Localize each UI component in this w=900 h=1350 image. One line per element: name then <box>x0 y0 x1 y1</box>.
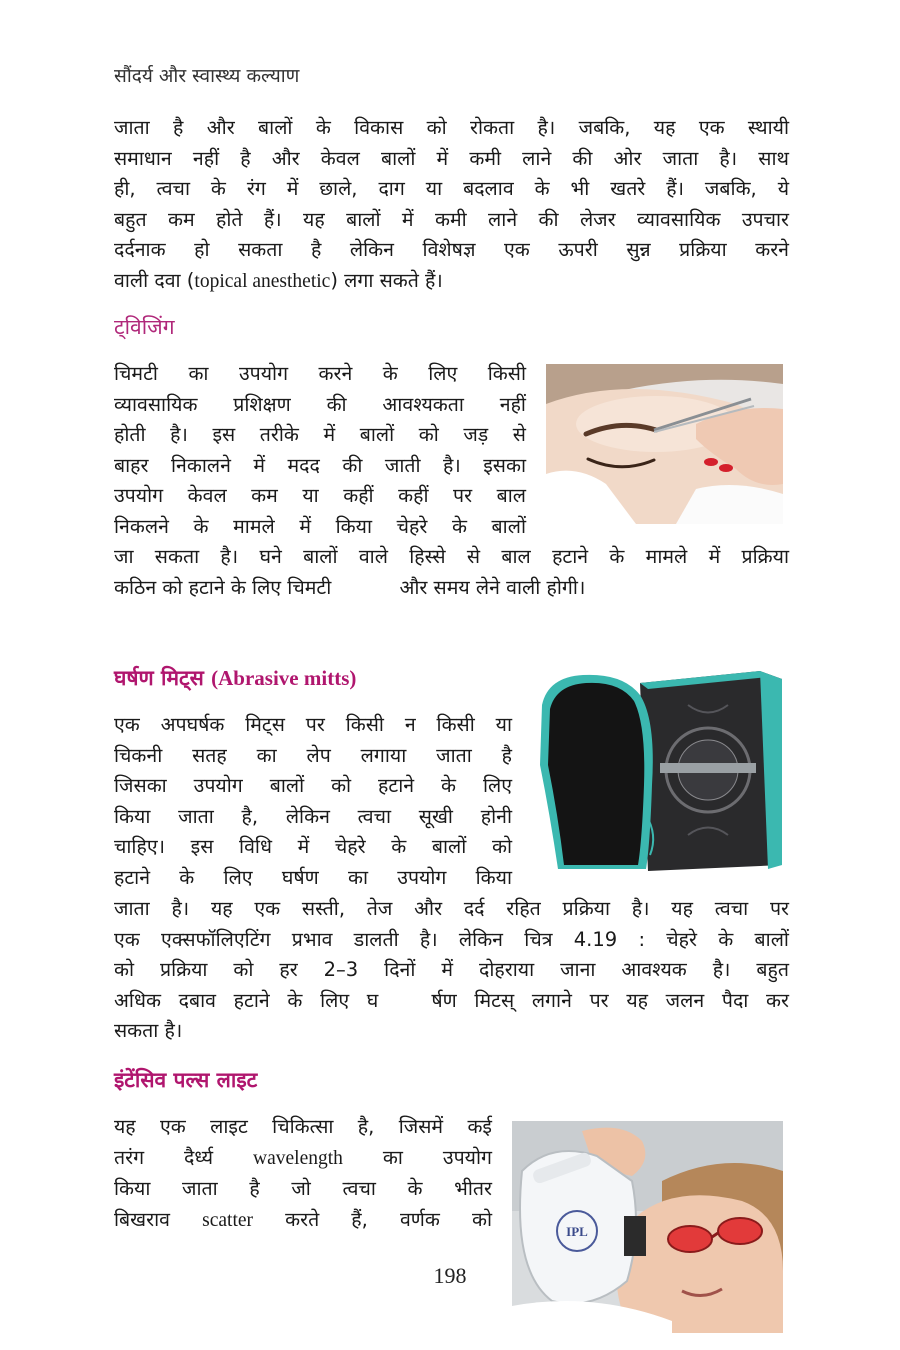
text-line: बिखराव scatter करते हैं, वर्णक को <box>114 1207 493 1231</box>
text-line: एक अपघर्षक मिट्स पर किसी न किसी या <box>114 713 512 736</box>
text-line: जाता है। यह एक सस्ती, तेज और दर्द रहित प्रक्रिया है। यह त्वचा पर <box>114 897 789 920</box>
running-header: सौंदर्य और स्वास्थ्य कल्याण <box>114 65 300 87</box>
text-line: किया जाता है जो त्वचा के भीतर <box>114 1177 492 1200</box>
ipl-photo <box>512 1121 783 1333</box>
text-line: जा सकता है। घने बालों वाले हिस्से से बाल हटाने के मामले में प्रक्रिया <box>114 545 789 568</box>
text-line: चिकनी सतह का लेप लगाया जाता है <box>114 743 512 767</box>
text-line: उपयोग केवल कम या कहीं कहीं पर बाल <box>114 484 526 507</box>
text-line: होती है। इस तरीके में बालों को जड़ से <box>114 423 526 446</box>
text-line: ही, त्वचा के रंग में छाले, दाग या बदलाव के भी खतरे हैं। जबकि, ये <box>114 177 789 200</box>
text-line: तरंग दैर्ध्य wavelength का उपयोग <box>114 1145 493 1169</box>
tweezing-paragraph-full <box>114 542 789 603</box>
heading-hindi: घर्षण मिट्स <box>114 666 212 690</box>
text-line: एक एक्सफॉलिएटिंग प्रभाव डालती है। लेकिन चित्र 4.19 : चेहरे के बालों <box>114 927 789 951</box>
text-line: अधिक दबाव हटाने के लिए घ र्षण मिटस् लगाने पर यह जलन पैदा कर <box>114 988 789 1012</box>
text-line: सकता है। <box>114 1019 183 1042</box>
tweezing-photo <box>546 364 783 524</box>
section-heading-ipl: इंटेंसिव पल्स लाइट <box>114 1068 258 1092</box>
intro-paragraph <box>114 113 789 297</box>
abrasive-paragraph-narrow <box>114 710 512 893</box>
tweezing-paragraph-narrow <box>114 359 526 542</box>
text-line: दर्दनाक हो सकता है लेकिन विशेषज्ञ एक ऊपरी सुन्न प्रक्रिया करने <box>114 238 789 261</box>
section-heading-abrasive-mitts <box>114 664 356 692</box>
text-line: चिमटी का उपयोग करने के लिए किसी <box>114 362 526 385</box>
ipl-treatment-illustration <box>512 1121 783 1333</box>
text-line: यह एक लाइट चिकित्सा है, जिसमें कई <box>114 1115 492 1138</box>
abrasive-paragraph-full <box>114 894 789 1047</box>
mitt-and-box-illustration <box>528 665 782 873</box>
text-line: किया जाता है, लेकिन त्वचा सूखी होनी <box>114 804 512 828</box>
text-line: जाता है और बालों के विकास को रोकता है। जबकि, यह एक स्थायी <box>114 116 789 139</box>
woman-tweezing-illustration <box>546 364 783 524</box>
text-line: कठिन को हटाने के लिए चिमटी और समय लेने वाली होगी। <box>114 575 586 599</box>
text-line: हटाने के लिए घर्षण का उपयोग किया <box>114 865 512 889</box>
text-line: निकलने के मामले में किया चेहरे के बालों <box>114 514 526 538</box>
text-line: वाली दवा (topical anesthetic) लगा सकते हैं। <box>114 268 443 292</box>
text-line: व्यावसायिक प्रशिक्षण की आवश्यकता नहीं <box>114 392 526 416</box>
abrasive-mitt-photo <box>528 665 782 873</box>
text-line: बहुत कम होते हैं। यह बालों में कमी लाने की लेजर व्यावसायिक उपचार <box>114 207 789 231</box>
text-line: समाधान नहीं है और केवल बालों में कमी लाने की ओर जाता है। साथ <box>114 146 789 170</box>
text-line: चाहिए। इस विधि में चेहरे के बालों को <box>114 835 512 858</box>
ipl-paragraph-narrow <box>114 1112 492 1236</box>
text-line: जिसका उपयोग बालों को हटाने के लिए <box>114 774 512 797</box>
section-heading-tweezing: ट्विजिंग <box>114 315 175 339</box>
text-line: को प्रक्रिया को हर 2–3 दिनों में दोहराया जाना आवश्यक है। बहुत <box>114 958 789 981</box>
page-number: 198 <box>433 1263 467 1288</box>
heading-latin: (Abrasive mitts) <box>211 666 357 690</box>
text-line: बाहर निकालने में मदद की जाती है। इसका <box>114 453 526 477</box>
ipl-device-logo: IPL <box>566 1224 588 1239</box>
